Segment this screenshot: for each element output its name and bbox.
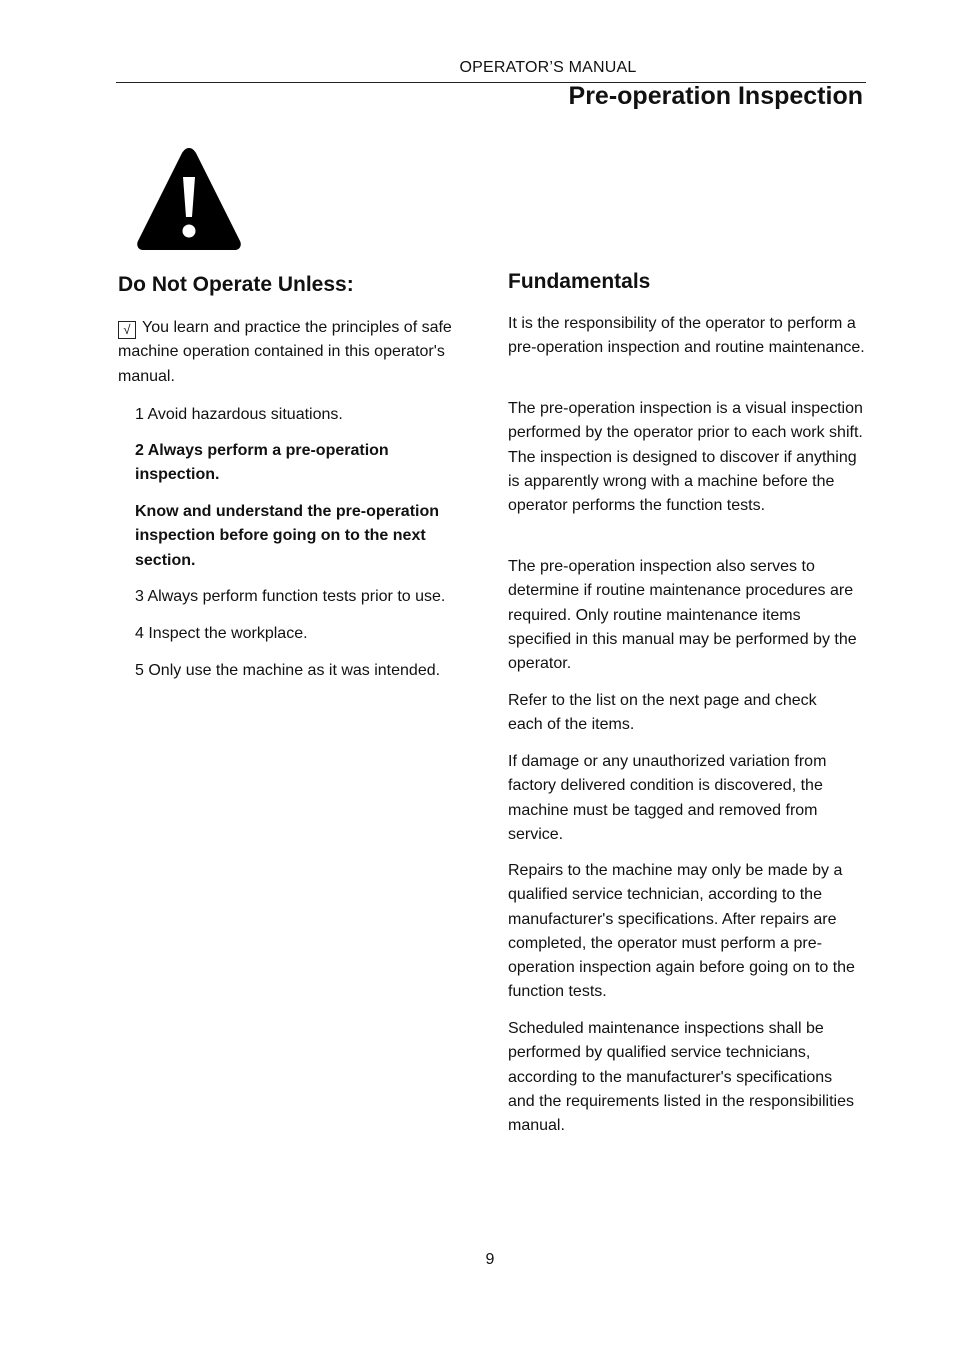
page-title: Pre-operation Inspection xyxy=(568,82,863,110)
intro-text: You learn and practice the principles of safe machine operation contained in this operator's manual. xyxy=(118,319,452,385)
paragraph-2: The pre-operation inspection is a visual inspection performed by the operator prior to each work shift. The inspection is designed to discover if anything is apparently wrong with a machine before the operator performs the function tests. xyxy=(508,400,863,515)
checkmark-box: √ xyxy=(118,321,136,339)
right-heading: Fundamentals xyxy=(508,270,651,293)
paragraph-7: Scheduled maintenance inspections shall be performed by qualified service technicians, according to the manufacturer's specifications and the requirements listed in the responsibilities manual. xyxy=(508,1020,854,1135)
page-number: 9 xyxy=(485,1251,495,1268)
paragraph-3: The pre-operation inspection also serves to determine if routine maintenance procedures are required. Only routine maintenance items specified in this manual may be performed by the operator. xyxy=(508,558,857,673)
running-header: OPERATOR’S MANUAL xyxy=(459,59,637,76)
left-heading: Do Not Operate Unless: xyxy=(118,273,354,296)
paragraph-6: Repairs to the machine may only be made by a qualified service technician, according to the manufacturer's specifications. After repairs are completed, the operator must perform a pre-operation inspection again before going on to the function tests. xyxy=(508,862,855,1001)
list-item-2: 2 Always perform a pre-operation inspection. xyxy=(135,442,389,484)
list-item-3: 3 Always perform function tests prior to use. xyxy=(135,588,446,605)
list-item-1: 1 Avoid hazardous situations. xyxy=(135,406,343,423)
list-item-4: 4 Inspect the workplace. xyxy=(135,625,308,642)
list-item-2-note: Know and understand the pre-operation inspection before going on to the next section. xyxy=(135,503,440,569)
intro-paragraph xyxy=(118,316,480,389)
paragraph-4: Refer to the list on the next page and check each of the items. xyxy=(508,692,817,734)
paragraph-5: If damage or any unauthorized variation from factory delivered condition is discovered, the machine must be tagged and removed from service. xyxy=(508,753,827,843)
paragraph-1: It is the responsibility of the operator to perform a pre-operation inspection and routine maintenance. xyxy=(508,315,865,357)
list-item-5: 5 Only use the machine as it was intended. xyxy=(135,662,441,679)
warning-triangle-icon xyxy=(134,145,244,253)
